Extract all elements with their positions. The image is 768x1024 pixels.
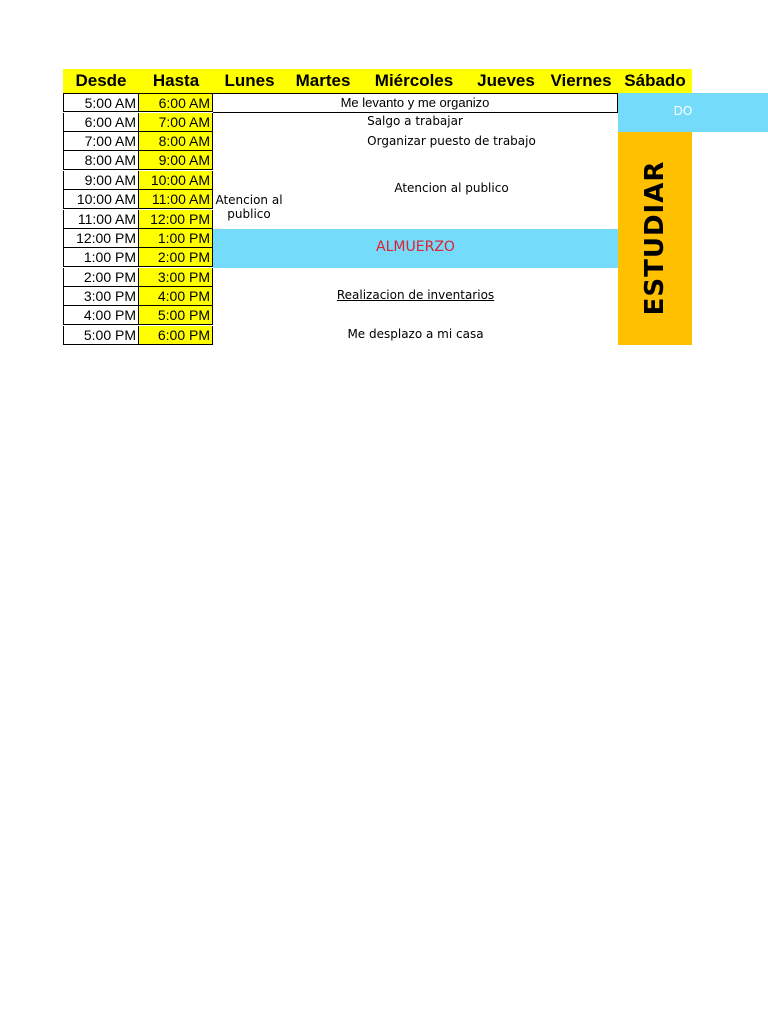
estudiar-label: ESTUDIAR — [640, 160, 670, 316]
hasta-cell: 1:00 PM — [139, 229, 213, 248]
activity-salgo: Salgo a trabajar — [367, 114, 463, 128]
desde-cell: 3:00 PM — [63, 287, 139, 306]
hasta-cell: 8:00 AM — [139, 132, 213, 151]
activity-organizar: Organizar puesto de trabajo — [367, 134, 536, 148]
desde-cell: 4:00 PM — [63, 306, 139, 325]
header-lunes: Lunes — [213, 69, 286, 93]
desde-cell: 7:00 AM — [63, 132, 139, 151]
desde-cell: 1:00 PM — [63, 248, 139, 267]
desde-cell: 8:00 AM — [63, 151, 139, 170]
activity-atencion-lunes-line1: Atencion al — [215, 193, 283, 207]
desde-cell: 5:00 PM — [63, 326, 139, 345]
header-jueves: Jueves — [468, 69, 544, 93]
header-viernes: Viernes — [544, 69, 618, 93]
hasta-cell: 9:00 AM — [139, 151, 213, 170]
header-hasta: Hasta — [139, 69, 213, 93]
hasta-cell: 5:00 PM — [139, 306, 213, 325]
hasta-cell: 6:00 AM — [139, 93, 213, 112]
hasta-cell: 7:00 AM — [139, 113, 213, 132]
activity-atencion: Atencion al publico — [394, 181, 509, 195]
desde-cell: 10:00 AM — [63, 190, 139, 209]
activity-levanto: Me levanto y me organizo — [340, 95, 490, 110]
activity-inventarios: Realizacion de inventarios — [336, 288, 495, 302]
domingo-label: DO — [673, 104, 693, 118]
hasta-cell: 12:00 PM — [139, 210, 213, 229]
activity-almuerzo: ALMUERZO — [376, 239, 455, 255]
hasta-cell: 3:00 PM — [139, 268, 213, 287]
header-miercoles: Miércoles — [360, 69, 468, 93]
hasta-cell: 10:00 AM — [139, 171, 213, 190]
header-desde: Desde — [63, 69, 139, 93]
desde-cell: 11:00 AM — [63, 210, 139, 229]
desde-cell: 6:00 AM — [63, 113, 139, 132]
header-sabado: Sábado — [618, 69, 692, 93]
desde-cell: 5:00 AM — [63, 93, 139, 112]
hasta-cell: 4:00 PM — [139, 287, 213, 306]
hasta-cell: 6:00 PM — [139, 326, 213, 345]
estudiar-block — [618, 132, 692, 345]
desde-cell: 12:00 PM — [63, 229, 139, 248]
header-martes: Martes — [286, 69, 360, 93]
hasta-cell: 11:00 AM — [139, 190, 213, 209]
desde-cell: 2:00 PM — [63, 268, 139, 287]
hasta-cell: 2:00 PM — [139, 248, 213, 267]
desde-cell: 9:00 AM — [63, 171, 139, 190]
activity-desplazo: Me desplazo a mi casa — [347, 327, 484, 341]
activity-atencion-lunes-line2: publico — [227, 207, 271, 221]
